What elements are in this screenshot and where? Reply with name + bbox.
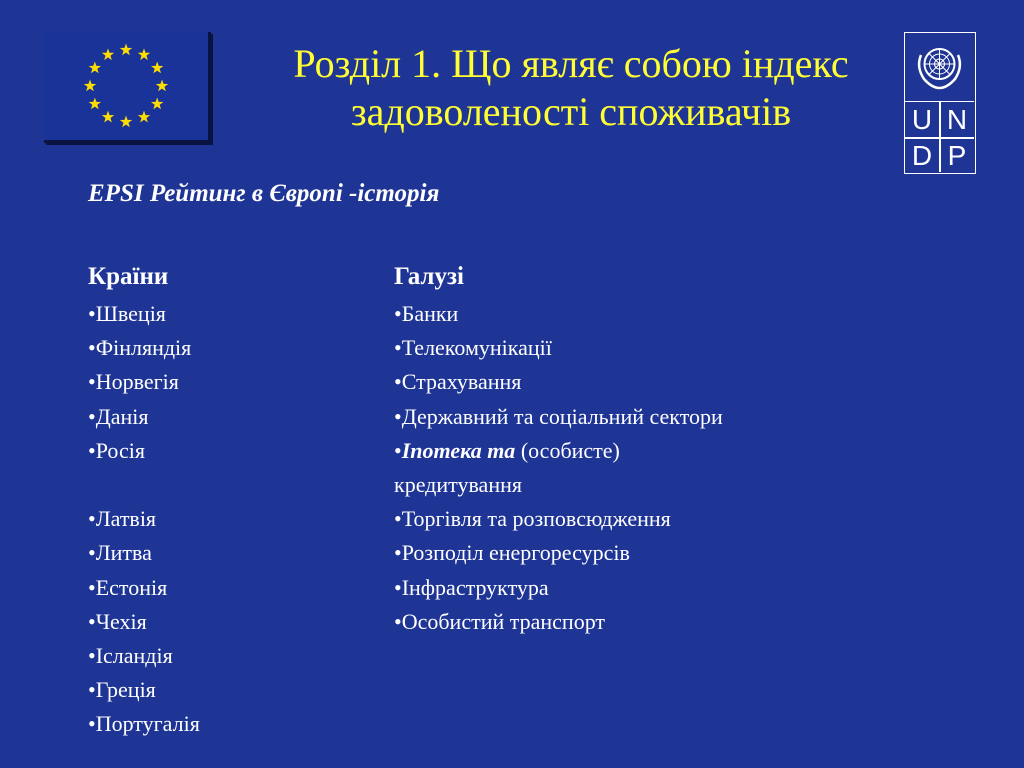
star-icon <box>102 111 114 123</box>
list-item: •Норвегія <box>88 369 179 395</box>
star-icon <box>84 80 96 92</box>
list-item: •Торгівля та розповсюдження <box>394 506 671 532</box>
list-item: •Греція <box>88 677 156 703</box>
star-icon <box>102 48 114 60</box>
list-item: •Банки <box>394 301 459 326</box>
list-item: •Телекомунікації <box>394 335 552 361</box>
list-item-mortgage <box>394 434 914 468</box>
list-item: •Ісландія <box>88 643 173 669</box>
list-item: •Литва <box>88 540 152 566</box>
star-icon <box>138 111 150 123</box>
undp-logo <box>904 32 976 174</box>
mortgage-emphasis: Іпотека та <box>401 437 516 463</box>
undp-divider <box>905 137 974 139</box>
list-item: •Португалія <box>88 711 200 737</box>
list-item-continuation: кредитування <box>394 472 522 498</box>
list-item: •Росія <box>88 437 145 463</box>
page-title <box>236 40 906 136</box>
star-icon <box>120 44 132 56</box>
industries-column <box>394 262 914 639</box>
star-icon <box>156 80 168 92</box>
countries-list-2 <box>88 502 378 741</box>
countries-list-1 <box>88 297 378 468</box>
title-line-2: задоволеності споживачів <box>350 89 792 134</box>
list-item: •Швеція <box>88 301 166 326</box>
undp-letter-u: U <box>911 104 933 135</box>
countries-column <box>88 262 378 742</box>
list-item: •Страхування <box>394 369 522 395</box>
star-icon <box>89 98 101 110</box>
star-icon <box>151 98 163 110</box>
star-icon <box>151 62 163 74</box>
list-item: •Особистий транспорт <box>394 608 606 634</box>
countries-heading: Країни <box>88 263 169 290</box>
list-item: •Розподіл енергоресурсів <box>394 540 630 566</box>
list-item: •Інфраструктура <box>394 574 549 600</box>
star-icon <box>120 116 132 128</box>
title-line-1: Розділ 1. Що являє собою індекс <box>293 41 849 86</box>
undp-letter-d: D <box>911 140 933 171</box>
bullet: • <box>394 437 402 463</box>
undp-letter-n: N <box>946 104 968 135</box>
industries-heading: Галузі <box>394 263 464 290</box>
list-item: •Естонія <box>88 574 168 600</box>
list-item: •Фінляндія <box>88 335 192 361</box>
mortgage-rest: (особисте) <box>515 437 620 463</box>
list-item: •Латвія <box>88 506 157 532</box>
industries-list <box>394 297 914 639</box>
un-emblem-icon <box>905 33 974 102</box>
section-subtitle: EPSI Рейтинг в Європі -історія <box>88 180 440 207</box>
list-item: •Данія <box>88 403 149 429</box>
undp-letter-p: P <box>947 140 967 171</box>
list-item: •Державний та соціальний сектори <box>394 403 723 429</box>
eu-flag-logo <box>44 32 211 143</box>
star-icon <box>89 62 101 74</box>
eu-stars-icon <box>44 32 208 140</box>
star-icon <box>138 48 150 60</box>
list-spacer <box>88 468 378 502</box>
list-item: •Чехія <box>88 608 147 634</box>
